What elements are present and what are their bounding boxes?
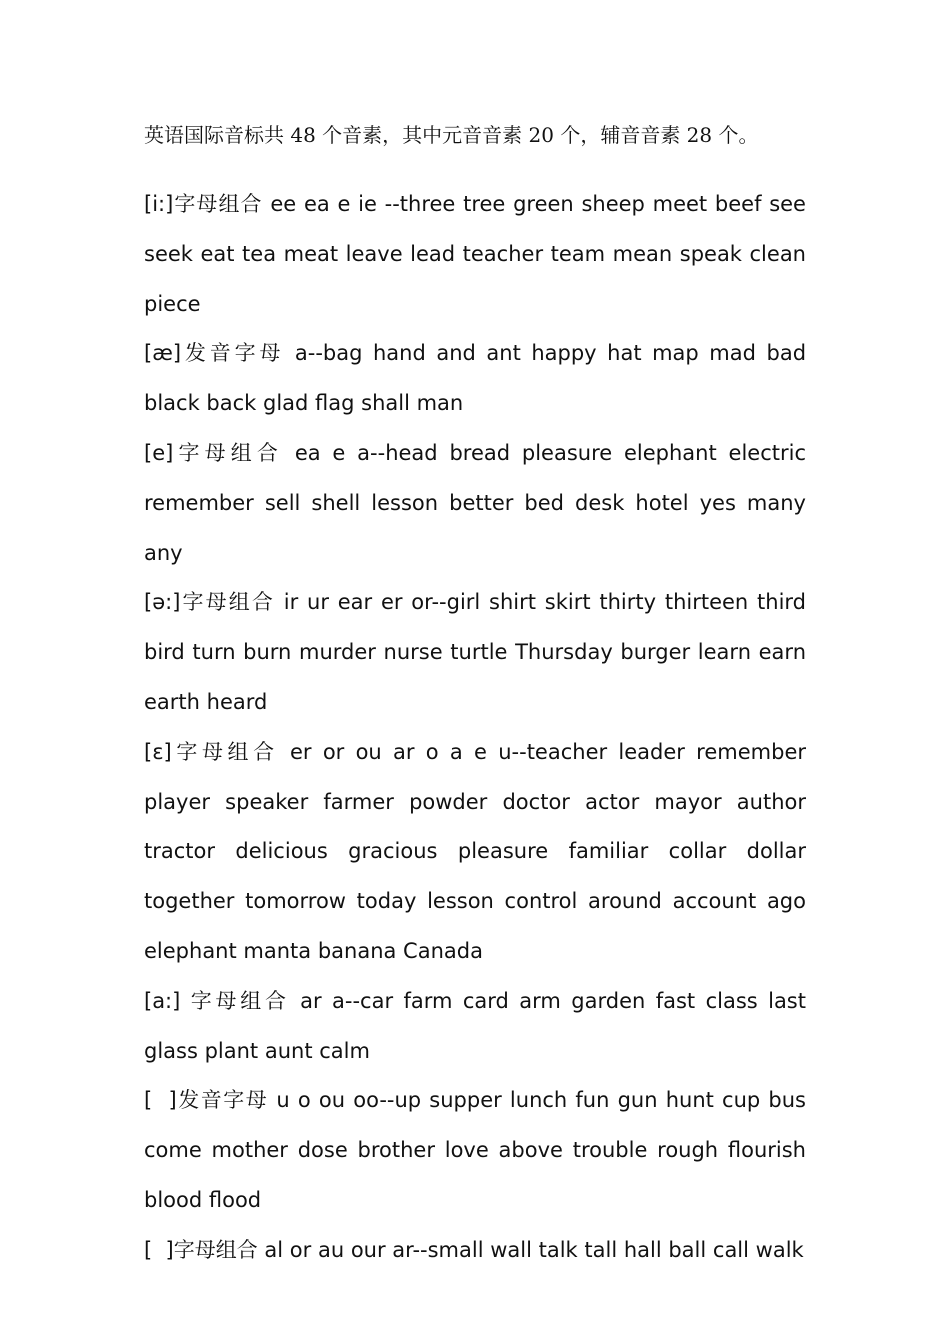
phoneme-label: 字母组合 — [173, 440, 284, 465]
phoneme-symbol: [ə:] — [144, 590, 181, 615]
phoneme-letters: u o ou oo — [268, 1088, 380, 1113]
phoneme-entry-e — [144, 429, 813, 578]
phoneme-entry-a-long — [144, 977, 813, 1077]
phoneme-letters: ea e a — [283, 440, 371, 465]
phoneme-letters: ir ur ear er or — [274, 590, 432, 615]
phoneme-letters: ar a — [289, 988, 345, 1013]
phoneme-label: 字母组合 — [173, 192, 263, 216]
phoneme-letters: a — [284, 341, 308, 366]
intro-paragraph: 英语国际音标共 48 个音素，其中元音音素 20 个，辅音音素 28 个。 — [144, 123, 759, 147]
phoneme-symbol: [ ] — [144, 1237, 174, 1262]
phoneme-label: 发音字母 — [181, 341, 285, 366]
phoneme-entry-epsilon — [144, 728, 813, 977]
phoneme-symbol: [ ] — [144, 1088, 177, 1113]
phoneme-entry-blank-1 — [144, 1076, 813, 1225]
phoneme-label: 字母组合 — [180, 590, 275, 615]
phoneme-words: --teacher leader remember player speaker farmer powder doctor actor mayor author tractor delicious gracious pleasure familiar collar dollar together tomorrow today lesson control around account ago elephant manta banana Canada — [144, 739, 813, 963]
phoneme-symbol: [æ] — [144, 341, 182, 366]
phoneme-symbol: [a:] — [144, 988, 181, 1013]
phoneme-entry-schwa-long — [144, 578, 813, 727]
phoneme-symbol: [e] — [144, 440, 174, 465]
phoneme-words: --girl shirt skirt thirty thirteen third bird turn burn murder nurse turtle Thursday burger learn earn earth heard — [144, 590, 813, 714]
phoneme-entry-i-long — [144, 180, 813, 329]
phoneme-entry-blank-2 — [144, 1226, 806, 1276]
phoneme-label: 字母组合 — [171, 739, 279, 764]
phoneme-words: --bag hand and ant happy hat map mad bad black back glad flag shall man — [144, 341, 813, 416]
phoneme-words: --up supper lunch fun gun hunt cup bus come mother dose brother love above trouble rough flourish blood flood — [144, 1088, 813, 1212]
phoneme-words: --car farm card arm garden fast class last glass plant aunt calm — [144, 988, 813, 1063]
phoneme-words: --head bread pleasure elephant electric remember sell shell lesson better bed desk hotel yes many any — [144, 440, 813, 565]
phoneme-label: 发音字母 — [176, 1088, 269, 1113]
phoneme-words: --three tree green sheep meet beef see seek eat tea meat leave lead teacher team mean speak clean piece — [144, 192, 813, 316]
phoneme-label: 字母组合 — [180, 988, 290, 1013]
phoneme-symbol: [i:] — [144, 192, 174, 216]
phoneme-letters: er or ou ar o a e u — [278, 739, 512, 764]
phoneme-label: 字母组合 — [173, 1237, 258, 1262]
phoneme-list — [144, 180, 813, 1276]
phoneme-words: --small wall talk tall hall ball call walk — [412, 1237, 804, 1262]
phoneme-letters: al or au our ar — [257, 1237, 413, 1262]
phoneme-symbol: [ɛ] — [144, 739, 172, 764]
phoneme-letters: ee ea e ie — [262, 192, 377, 216]
phoneme-entry-ae — [144, 329, 813, 429]
